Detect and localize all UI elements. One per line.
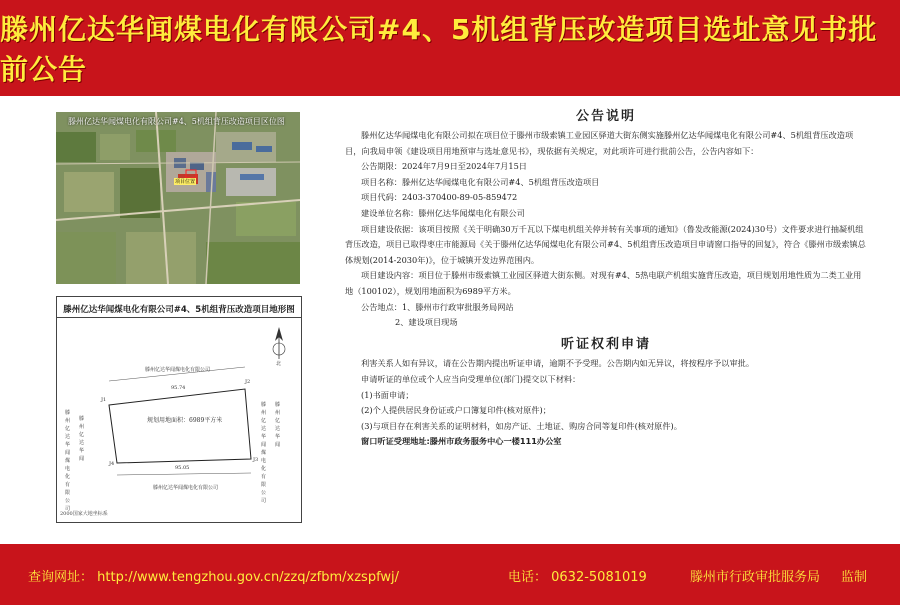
- area-label: 规划用地面积：6989平方米: [147, 417, 223, 424]
- vertex-j2: J2: [245, 379, 251, 385]
- site-plan-title: 滕州亿达华闻煤电化有限公司#4、5机组背压改造项目地形图: [63, 305, 295, 315]
- notice-period: 公告期限：2024年7月9日至2024年7月15日: [361, 161, 527, 172]
- hearing-item-1: (1)书面申请；: [361, 389, 414, 400]
- construction-basis: 项目建设依据：该项目按照《关于明确30万千瓦以下煤电机组关停并转有关事项的通知》（鲁发改能源(2024)30号）文件要求进行抽凝机组背压改造，项目已取得枣庄市能源局《关于滕州亿达华闻煤电化有限公司#4、5机组背压改造项目申请窗口指导的回复》，符合《滕州市级索镇总体规划(2014-2030年)》，位于城镇开发边界范围内。: [345, 223, 866, 265]
- hearing-item-2: (2)个人提供居民身份证或户口簿复印件(核对原件)；: [361, 405, 551, 416]
- site-plan: [56, 296, 302, 523]
- project-name: 项目名称：滕州亿达华闻煤电化有限公司#4、5机组背压改造项目: [361, 176, 600, 187]
- query-website[interactable]: 查询网址： http://www.tengzhou.gov.cn/zzq/zfbm/xzspfwj/: [28, 570, 400, 585]
- project-code: 项目代码：2403-370400-89-05-859472: [361, 192, 518, 203]
- contact-phone: 电话： 0632-5081019: [508, 570, 647, 585]
- hearing-address: 窗口听证受理地址:滕州市政务服务中心一楼111办公室: [361, 436, 562, 447]
- supervise-label: 监制: [841, 570, 868, 585]
- vertex-j3: J3: [253, 457, 259, 463]
- notice-text: [345, 106, 867, 450]
- dimension-top: 95.74: [171, 385, 186, 391]
- satellite-image: [56, 112, 300, 284]
- construction-unit: 建设单位名称：滕州亿达华闻煤电化有限公司: [361, 207, 525, 218]
- notice-intro: 滕州亿达华闻煤电化有限公司拟在项目位于滕州市级索镇工业园区驿道大街东侧实施滕州亿达华闻煤电化有限公司#4、5机组背压改造项目，向我局申领《建设项目用地预审与选址意见书》，现依据有关规定，对此项许可进行批前公告，公告内容如下：: [345, 130, 854, 156]
- header-banner: [0, 0, 900, 96]
- coordinate-system-note: 2000国家大地坐标系: [60, 511, 108, 517]
- satellite-caption: 滕州亿达华闻煤电化有限公司#4、5机组背压改造项目区位图: [68, 117, 285, 126]
- parcel-boundary: [109, 389, 251, 463]
- satellite-map: [56, 112, 300, 284]
- vertex-j4: J4: [109, 461, 115, 467]
- issuing-organization: 滕州市行政审批服务局: [690, 570, 821, 585]
- notice-place-1: 公告地点：1、滕州市行政审批服务局网站: [361, 301, 514, 312]
- right-neighbor-label-2: 滕州亿达华闻: [275, 402, 281, 448]
- left-neighbor-label: 滕州亿达华闻煤电化有限公司: [65, 410, 71, 512]
- dimension-bottom: 95.05: [175, 465, 190, 471]
- notice-place-2: 2、建设项目现场: [395, 317, 458, 328]
- hearing-item-3: (3)与项目存在利害关系的证明材料，如房产证、土地证、购房合同等复印件(核对原件)。: [361, 420, 682, 431]
- north-label: 北: [276, 361, 282, 367]
- right-neighbor-label: 滕州亿达华闻煤电化有限公司: [261, 402, 267, 504]
- hearing-p1: 利害关系人如有异议，请在公告期内提出听证申请，逾期不予受理。公告期内如无异议，将按程序予以审批。: [361, 358, 755, 369]
- hearing-p2: 申请听证的单位或个人应当向受理单位(部门)提交以下材料：: [361, 373, 581, 384]
- vertex-j1: J1: [101, 397, 107, 403]
- hearing-title: 听证权利申请: [560, 336, 651, 352]
- north-arrow-icon: [273, 327, 285, 359]
- left-neighbor-label-2: 滕州亿达华闻: [79, 416, 85, 462]
- page-title: 滕州亿达华闻煤电化有限公司#4、5机组背压改造项目选址意见书批前公告: [0, 13, 878, 86]
- footer-banner: [0, 544, 900, 605]
- bottom-neighbor-label: 滕州亿达华闻煤电化有限公司: [153, 485, 219, 491]
- construction-content: 项目建设内容：项目位于滕州市级索镇工业园区驿道大街东侧。对现有#4、5热电联产机组实施背压改造，项目规划用地性质为二类工业用地（100102），规划用地面积为6989平方米。: [345, 270, 862, 296]
- top-neighbor-label: 滕州亿达华闻煤电化有限公司: [145, 367, 211, 373]
- project-location-label: 项目位置: [175, 179, 196, 185]
- notice-title: 公告说明: [575, 109, 636, 124]
